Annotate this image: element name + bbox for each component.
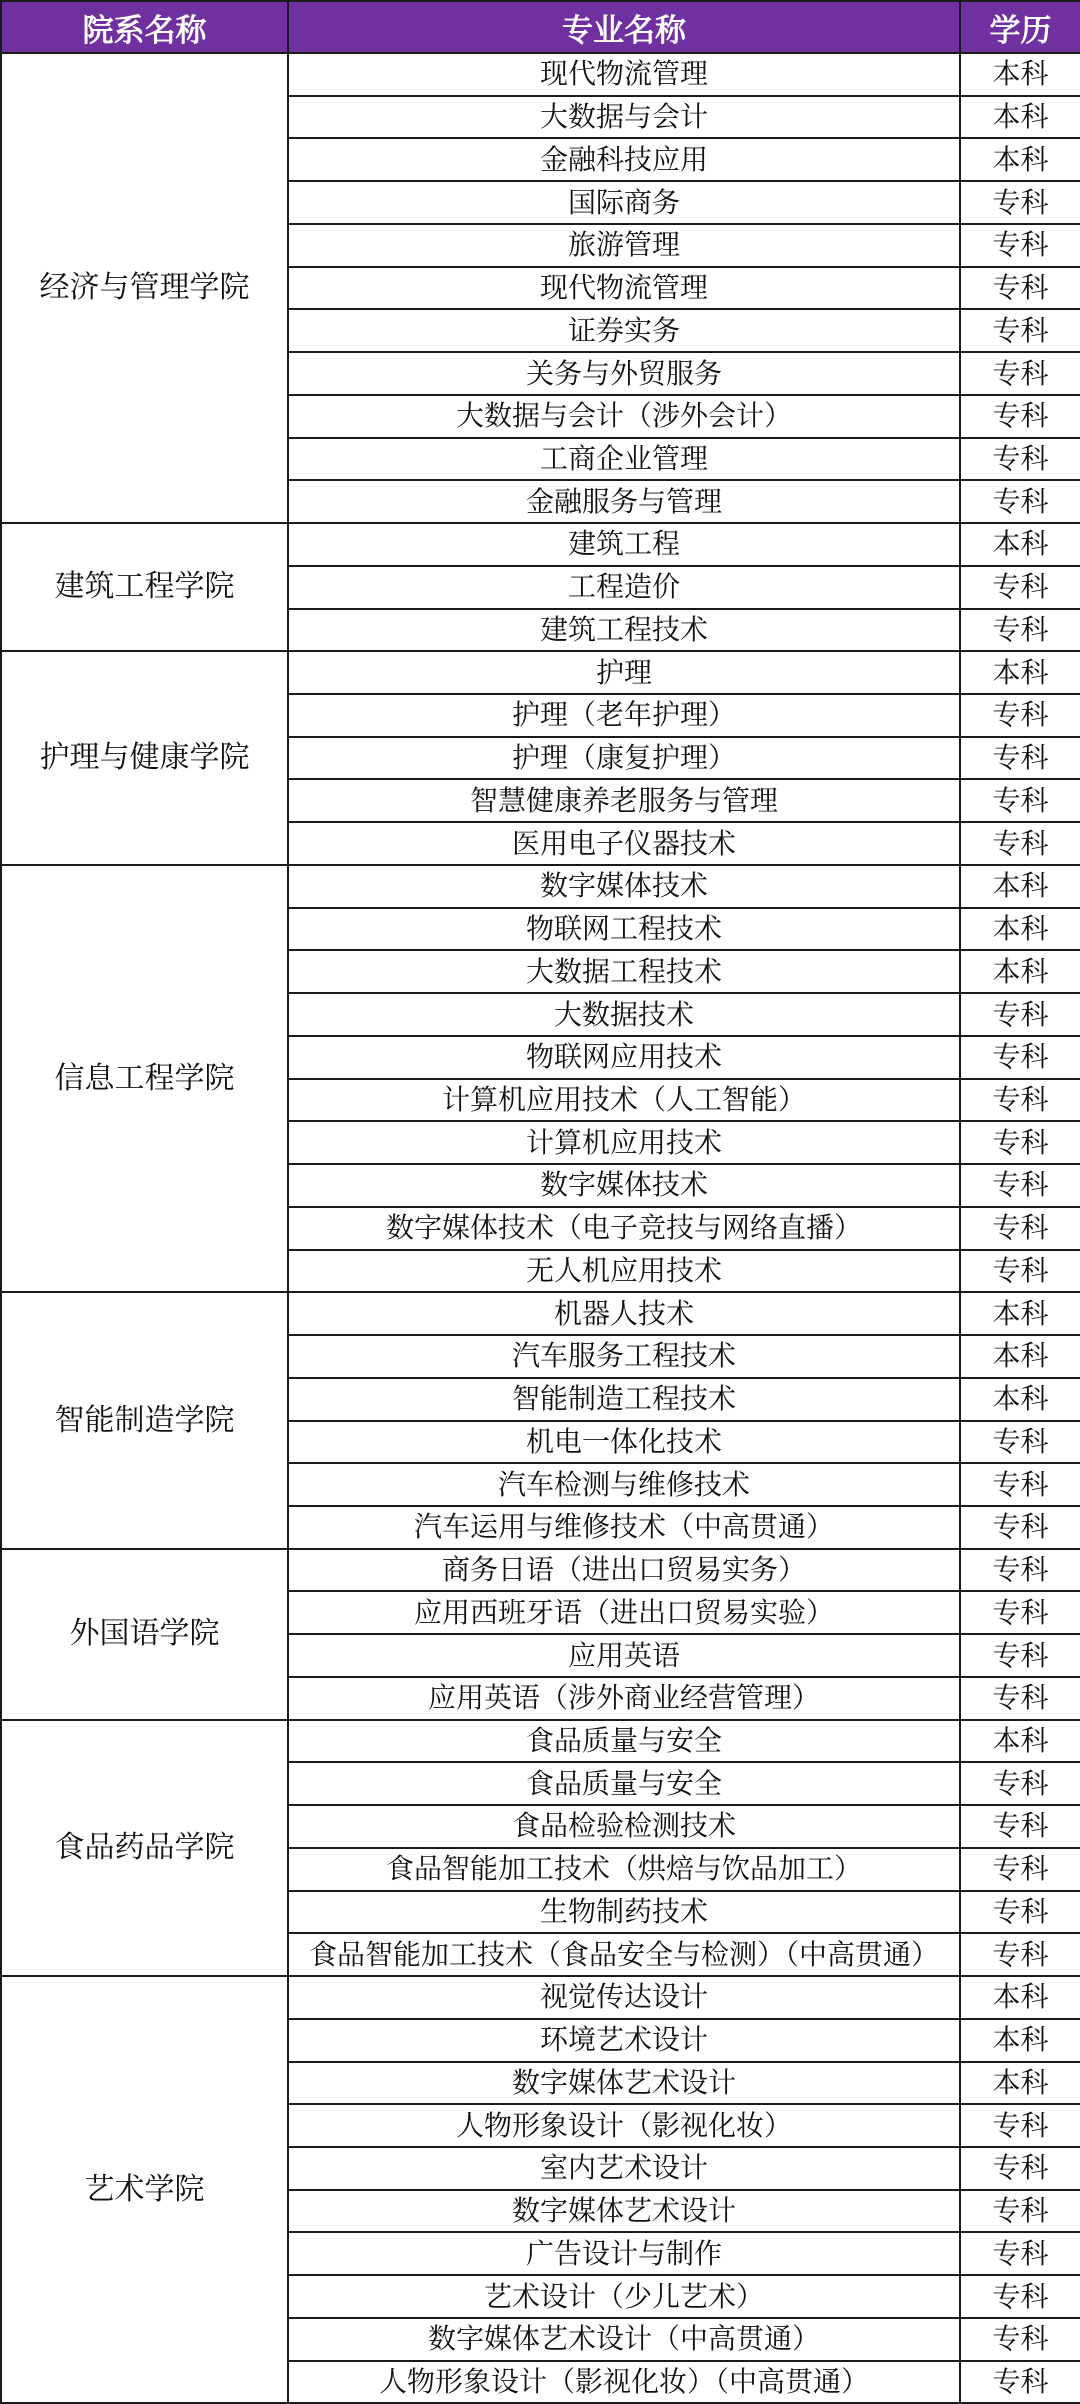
- degree-cell: 本科: [960, 651, 1080, 694]
- degree-cell: 专科: [960, 1506, 1080, 1549]
- major-name-cell: 现代物流管理: [288, 267, 960, 310]
- major-name-cell: 物联网工程技术: [288, 908, 960, 951]
- table-row: [1, 53, 1080, 96]
- major-name-cell: 艺术设计（少儿艺术）: [288, 2275, 960, 2318]
- degree-cell: 专科: [960, 438, 1080, 481]
- major-name-cell: 环境艺术设计: [288, 2019, 960, 2062]
- major-name-cell: 食品检验检测技术: [288, 1805, 960, 1848]
- degree-cell: 专科: [960, 2318, 1080, 2361]
- college-name-cell: 外国语学院: [1, 1549, 288, 1720]
- college-name-cell: 艺术学院: [1, 1976, 288, 2403]
- degree-cell: 专科: [960, 352, 1080, 395]
- table-row: [1, 1976, 1080, 2019]
- degree-cell: 专科: [960, 1079, 1080, 1122]
- college-name-cell: 建筑工程学院: [1, 523, 288, 651]
- major-name-cell: 人物形象设计（影视化妆）: [288, 2104, 960, 2147]
- major-name-cell: 医用电子仪器技术: [288, 822, 960, 865]
- degree-cell: 专科: [960, 1591, 1080, 1634]
- major-name-cell: 数字媒体技术: [288, 865, 960, 908]
- major-name-cell: 现代物流管理: [288, 53, 960, 96]
- degree-cell: 专科: [960, 1891, 1080, 1934]
- major-name-cell: 应用英语（涉外商业经营管理）: [288, 1677, 960, 1720]
- major-name-cell: 证券实务: [288, 309, 960, 352]
- college-name-cell: 护理与健康学院: [1, 651, 288, 865]
- major-name-cell: 工商企业管理: [288, 438, 960, 481]
- degree-cell: 本科: [960, 950, 1080, 993]
- major-name-cell: 机器人技术: [288, 1292, 960, 1335]
- degree-cell: 专科: [960, 267, 1080, 310]
- degree-cell: 专科: [960, 1036, 1080, 1079]
- major-name-cell: 工程造价: [288, 566, 960, 609]
- major-name-cell: 计算机应用技术: [288, 1121, 960, 1164]
- degree-cell: 专科: [960, 480, 1080, 523]
- college-name-cell: 智能制造学院: [1, 1292, 288, 1548]
- degree-cell: 专科: [960, 566, 1080, 609]
- major-name-cell: 护理（康复护理）: [288, 737, 960, 780]
- degree-cell: 专科: [960, 1805, 1080, 1848]
- degree-cell: 专科: [960, 1207, 1080, 1250]
- table-row: [1, 1720, 1080, 1763]
- major-name-cell: 生物制药技术: [288, 1891, 960, 1934]
- degree-cell: 本科: [960, 1335, 1080, 1378]
- major-name-cell: 数字媒体艺术设计: [288, 2190, 960, 2233]
- major-name-cell: 建筑工程: [288, 523, 960, 566]
- degree-cell: 专科: [960, 395, 1080, 438]
- degree-cell: 本科: [960, 1976, 1080, 2019]
- major-name-cell: 大数据与会计: [288, 96, 960, 139]
- header-college: 院系名称: [1, 1, 288, 53]
- major-name-cell: 关务与外贸服务: [288, 352, 960, 395]
- degree-cell: 本科: [960, 908, 1080, 951]
- header-row: [1, 1, 1080, 53]
- major-name-cell: 食品智能加工技术（烘焙与饮品加工）: [288, 1848, 960, 1891]
- major-name-cell: 数字媒体技术: [288, 1164, 960, 1207]
- college-name-cell: 食品药品学院: [1, 1720, 288, 1976]
- degree-cell: 专科: [960, 2275, 1080, 2318]
- degree-cell: 专科: [960, 2361, 1080, 2404]
- degree-cell: 专科: [960, 181, 1080, 224]
- major-name-cell: 人物形象设计（影视化妆）（中高贯通）: [288, 2361, 960, 2404]
- major-name-cell: 物联网应用技术: [288, 1036, 960, 1079]
- degree-cell: 本科: [960, 1292, 1080, 1335]
- degree-cell: 专科: [960, 1933, 1080, 1976]
- degree-cell: 专科: [960, 779, 1080, 822]
- major-name-cell: 数字媒体艺术设计（中高贯通）: [288, 2318, 960, 2361]
- degree-cell: 本科: [960, 1720, 1080, 1763]
- major-name-cell: 大数据与会计（涉外会计）: [288, 395, 960, 438]
- header-degree: 学历: [960, 1, 1080, 53]
- major-name-cell: 广告设计与制作: [288, 2232, 960, 2275]
- degree-cell: 专科: [960, 2190, 1080, 2233]
- degree-cell: 专科: [960, 1549, 1080, 1592]
- table-row: [1, 1549, 1080, 1592]
- major-name-cell: 护理: [288, 651, 960, 694]
- degree-cell: 专科: [960, 1463, 1080, 1506]
- degree-cell: 专科: [960, 2147, 1080, 2190]
- degree-cell: 本科: [960, 96, 1080, 139]
- major-name-cell: 智能制造工程技术: [288, 1378, 960, 1421]
- major-name-cell: 金融科技应用: [288, 138, 960, 181]
- major-name-cell: 应用英语: [288, 1634, 960, 1677]
- table-row: [1, 651, 1080, 694]
- degree-cell: 专科: [960, 2104, 1080, 2147]
- major-name-cell: 智慧健康养老服务与管理: [288, 779, 960, 822]
- degree-cell: 专科: [960, 224, 1080, 267]
- degree-cell: 专科: [960, 1164, 1080, 1207]
- table-body: [1, 53, 1080, 2403]
- major-name-cell: 建筑工程技术: [288, 609, 960, 652]
- major-name-cell: 数字媒体艺术设计: [288, 2062, 960, 2105]
- major-name-cell: 食品质量与安全: [288, 1720, 960, 1763]
- table-row: [1, 1292, 1080, 1335]
- table-row: [1, 523, 1080, 566]
- college-name-cell: 经济与管理学院: [1, 53, 288, 523]
- header-major: 专业名称: [288, 1, 960, 53]
- degree-cell: 专科: [960, 609, 1080, 652]
- major-name-cell: 机电一体化技术: [288, 1421, 960, 1464]
- major-name-cell: 食品智能加工技术（食品安全与检测）（中高贯通）: [288, 1933, 960, 1976]
- major-name-cell: 视觉传达设计: [288, 1976, 960, 2019]
- degree-cell: 专科: [960, 1634, 1080, 1677]
- major-name-cell: 应用西班牙语（进出口贸易实验）: [288, 1591, 960, 1634]
- major-name-cell: 食品质量与安全: [288, 1762, 960, 1805]
- degree-cell: 本科: [960, 865, 1080, 908]
- major-name-cell: 汽车服务工程技术: [288, 1335, 960, 1378]
- degree-cell: 专科: [960, 822, 1080, 865]
- degree-cell: 本科: [960, 2019, 1080, 2062]
- major-name-cell: 金融服务与管理: [288, 480, 960, 523]
- degree-cell: 专科: [960, 993, 1080, 1036]
- major-name-cell: 大数据工程技术: [288, 950, 960, 993]
- major-name-cell: 大数据技术: [288, 993, 960, 1036]
- degree-cell: 专科: [960, 737, 1080, 780]
- table-row: [1, 865, 1080, 908]
- degree-cell: 本科: [960, 523, 1080, 566]
- major-name-cell: 室内艺术设计: [288, 2147, 960, 2190]
- major-name-cell: 无人机应用技术: [288, 1250, 960, 1293]
- degree-cell: 专科: [960, 1250, 1080, 1293]
- degree-cell: 专科: [960, 309, 1080, 352]
- degree-cell: 专科: [960, 1121, 1080, 1164]
- major-name-cell: 国际商务: [288, 181, 960, 224]
- major-name-cell: 旅游管理: [288, 224, 960, 267]
- major-name-cell: 商务日语（进出口贸易实务）: [288, 1549, 960, 1592]
- degree-cell: 专科: [960, 1762, 1080, 1805]
- degree-cell: 本科: [960, 1378, 1080, 1421]
- degree-cell: 专科: [960, 2232, 1080, 2275]
- degree-cell: 专科: [960, 1421, 1080, 1464]
- major-name-cell: 汽车运用与维修技术（中高贯通）: [288, 1506, 960, 1549]
- degree-cell: 本科: [960, 138, 1080, 181]
- major-name-cell: 数字媒体技术（电子竞技与网络直播）: [288, 1207, 960, 1250]
- degree-cell: 本科: [960, 2062, 1080, 2105]
- degree-cell: 专科: [960, 1677, 1080, 1720]
- degree-cell: 本科: [960, 53, 1080, 96]
- major-name-cell: 计算机应用技术（人工智能）: [288, 1079, 960, 1122]
- college-name-cell: 信息工程学院: [1, 865, 288, 1292]
- degree-cell: 专科: [960, 694, 1080, 737]
- major-name-cell: 护理（老年护理）: [288, 694, 960, 737]
- degree-cell: 专科: [960, 1848, 1080, 1891]
- major-name-cell: 汽车检测与维修技术: [288, 1463, 960, 1506]
